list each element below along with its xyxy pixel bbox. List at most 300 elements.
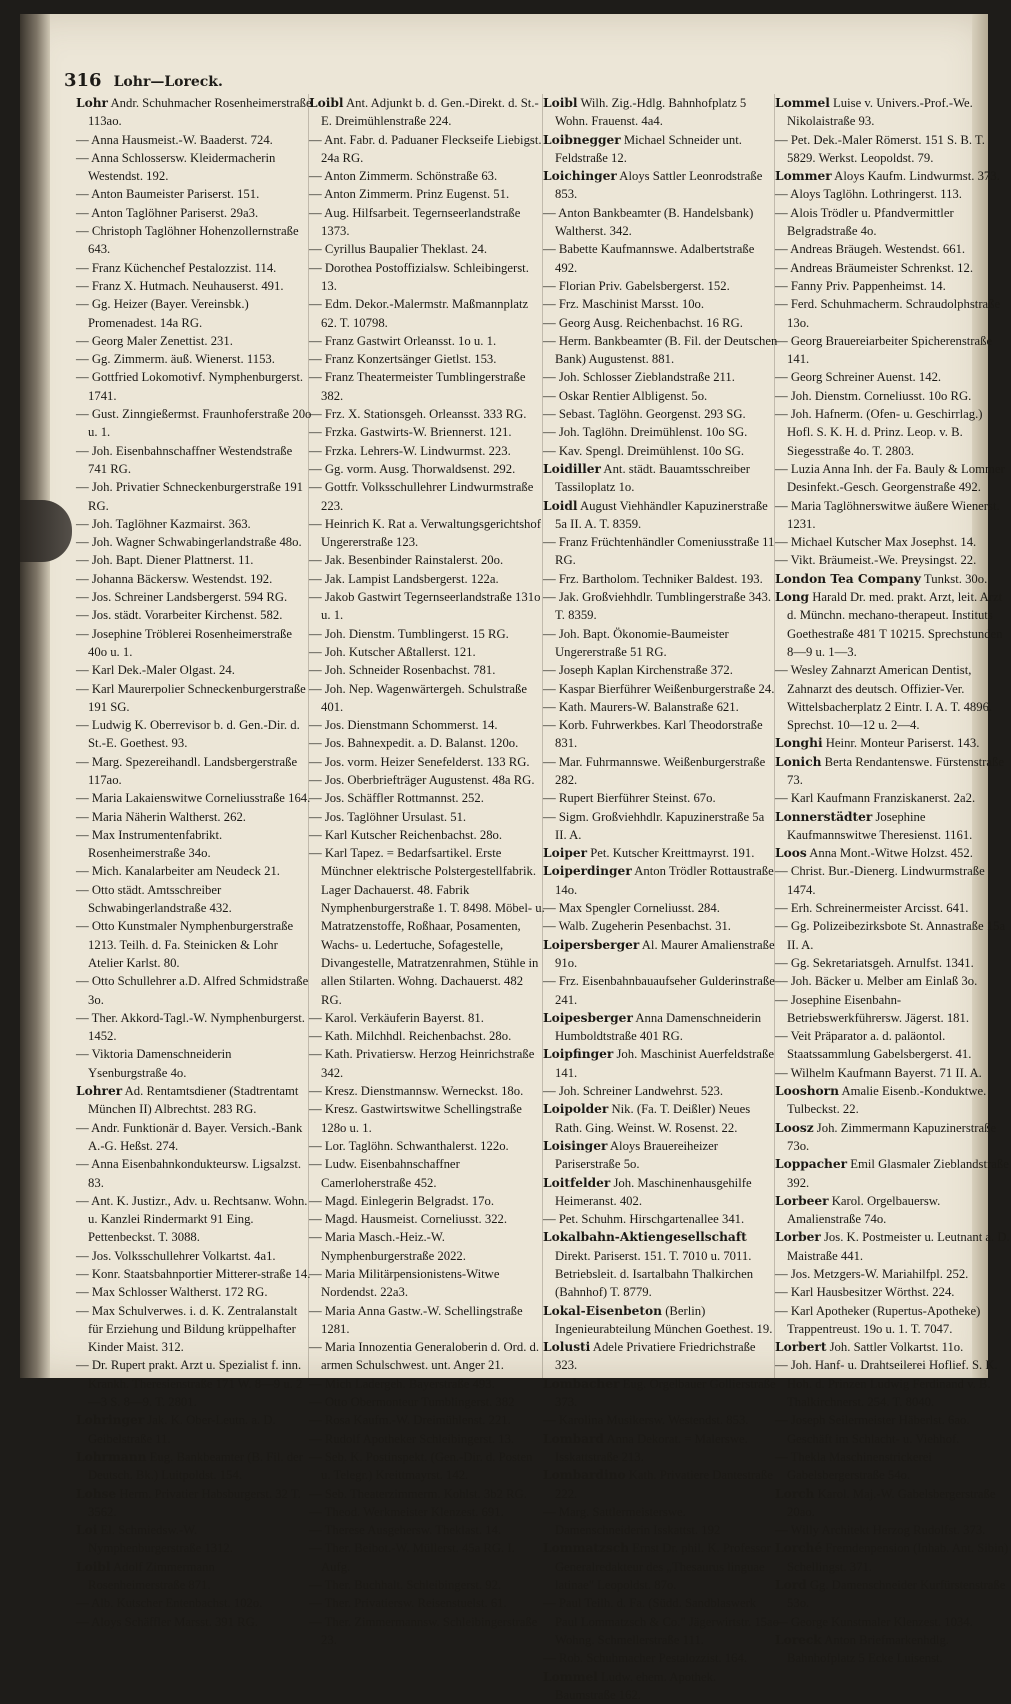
entry-details: Anna Mont.-Witwe Holzst. 452. <box>809 846 973 861</box>
entry-details: — George Kunstmaler Klenzest. 1034. <box>775 1614 973 1629</box>
directory-entry <box>775 1613 1011 1631</box>
directory-entry <box>543 716 779 753</box>
entry-surname: Loipersberger <box>543 937 640 952</box>
directory-entry <box>775 131 1011 168</box>
directory-entry <box>775 1338 1011 1356</box>
entry-surname: Loibl <box>309 96 344 110</box>
directory-entry <box>76 131 312 149</box>
entry-details: Joh. Sattler Volkartst. 11o. <box>829 1340 964 1355</box>
entry-details: — Joh. Privatier Schneckenburgerstraße 191 RG. <box>76 480 304 513</box>
entry-details: — Joh. Bäcker u. Melber am Einlaß 3o. <box>775 974 978 989</box>
directory-entry <box>76 1356 312 1411</box>
directory-entry <box>775 991 1011 1028</box>
directory-entry <box>543 277 779 295</box>
directory-entry <box>76 1485 312 1522</box>
directory-entry <box>775 734 1011 752</box>
entry-surname: Lommatzsch <box>543 1541 630 1556</box>
entry-surname: Lohrmann <box>76 1449 147 1464</box>
directory-entry <box>309 1100 545 1137</box>
entry-surname: Longhi <box>775 736 823 751</box>
entry-details: — Erh. Schreinermeister Arcisst. 641. <box>775 901 969 916</box>
entry-details: Direkt. Pariserst. 151. T. 7010 u. 7011. Betriebsleit. d. Isartalbahn Thalkirchen (Bahnhof) T. 8779. <box>555 1248 754 1300</box>
entry-details: Pet. Kutscher Kreittmayrst. 191. <box>590 846 755 861</box>
directory-entry <box>775 1283 1011 1301</box>
entry-details: August Viehhändler Kapuzinerstraße 5a II. A. T. 8359. <box>555 498 768 531</box>
directory-entry <box>309 1539 545 1576</box>
directory-entry <box>543 167 779 204</box>
entry-details: — Jos. Bahnexpedit. a. D. Balanst. 120o. <box>309 736 519 751</box>
entry-surname: Lombardino <box>543 1468 626 1483</box>
directory-entry <box>543 1411 779 1429</box>
directory-entry <box>775 917 1011 954</box>
entry-details: — Joh. Dienstm. Corneliusst. 10o RG. <box>775 388 972 403</box>
directory-entry <box>76 259 312 277</box>
entry-surname: Lorbeer <box>775 1193 829 1208</box>
entry-details: — Luzia Anna Inh. der Fa. Bauly & Lommer Desinfekt.-Gesch. Georgenstraße 492. <box>775 461 1005 495</box>
directory-entry <box>76 917 312 972</box>
entry-details: — Maria Anna Gastw.-W. Schellingstraße 1281. <box>309 1303 523 1336</box>
entry-details: — Franz Früchtenhändler Comeniusstraße 11 RG. <box>543 535 775 568</box>
directory-entry <box>309 442 545 460</box>
entry-details: — Alb. Kutscher Entenbachst. 102o. <box>76 1596 263 1611</box>
entry-details: — Gottfried Lokomotivf. Nymphenburgerst. 1741. <box>76 370 304 403</box>
directory-entry <box>76 185 312 203</box>
directory-entry <box>76 94 312 131</box>
directory-page <box>20 14 1010 1702</box>
entry-surname: Loi <box>76 1523 98 1538</box>
entry-details: — Magd. Hausmeist. Corneliusst. 322. <box>309 1212 508 1227</box>
entry-details: — Heinrich K. Rat a. Verwaltungsgerichtshof Ungererstraße 123. <box>309 516 541 550</box>
directory-entry <box>76 1192 312 1247</box>
directory-entry <box>775 387 1011 405</box>
directory-entry <box>543 1430 779 1467</box>
entry-details: — Marg. Sattlermeisterswe. Damenschneiderin Isskattst. 192 <box>543 1504 721 1538</box>
entry-details: Aloys Kaufm. Lindwurmst. 373. <box>834 169 1000 184</box>
directory-entry <box>543 680 779 698</box>
directory-entry <box>76 1045 312 1082</box>
entry-details: — Otto städt. Amtsschreiber Schwabingerlandstraße 432. <box>76 882 232 916</box>
thumb-index-tab <box>20 500 72 562</box>
entry-surname: Loosz <box>775 1120 814 1135</box>
directory-entry <box>76 1247 312 1265</box>
entry-details: — Rudolf Apotheker Schleibingerst. 13. <box>309 1431 515 1446</box>
directory-entry <box>775 808 1011 845</box>
entry-details: — Max Schlosser Waltherst. 172 RG. <box>76 1285 268 1300</box>
entry-details: — Otto Kunstmaler Nymphenburgerstraße 1213. Teilh. d. Fa. Steinicken & Lohr Atelier Karlst. 80. <box>76 919 294 970</box>
directory-entry <box>775 1485 1011 1522</box>
entry-details: Anna Damenschneiderin Humboldtstraße 401 RG. <box>555 1010 762 1044</box>
entry-surname: London Tea Company <box>775 571 921 586</box>
entry-details: — Jos. Taglöhner Ursulast. 51. <box>309 809 467 824</box>
directory-entry <box>76 881 312 918</box>
entry-details: — Karl Hausbesitzer Wörthst. 224. <box>775 1285 955 1300</box>
entry-details: — Konr. Staatsbahnportier Mitterer-straße 14. <box>76 1267 311 1281</box>
entry-details: Herm. Privatier Habsburgerst. 32 T. 3562. <box>88 1486 301 1519</box>
entry-details: — Karl Maurerpolier Schneckenburgerstraße 191 SG. <box>76 681 306 714</box>
entry-details: Anton Trödler Rottaustraße 14o. <box>555 864 774 897</box>
entry-details: — Karl Kutscher Reichenbachst. 28o. <box>309 827 503 842</box>
directory-entry <box>775 1228 1011 1265</box>
entry-details: — Joh. Schneider Rosenbachst. 781. <box>309 663 496 678</box>
entry-details: — Max Schulverwes. i. d. K. Zentralanstalt für Erziehung und Bildung krüppelhafter Kinder Maist. 312. <box>76 1303 298 1355</box>
entry-details: — Karl Dek.-Maler Olgast. 24. <box>76 663 235 678</box>
directory-entry <box>76 332 312 350</box>
directory-entry <box>543 405 779 423</box>
directory-entry <box>309 588 545 625</box>
directory-entry <box>309 515 545 552</box>
directory-entry <box>76 442 312 479</box>
directory-entry <box>76 606 312 624</box>
entry-details: — Georg Schreiner Auenst. 142. <box>775 370 942 385</box>
directory-entry <box>309 1411 545 1429</box>
entry-details: — Josephine Tröblerei Rosenheimerstraße 40o u. 1. <box>76 626 293 659</box>
entry-details: Harald Dr. med. prakt. Arzt, leit. Arzt d. Münchn. mechano-therapeut. Instituts Goethestraße 481 T 10215. Sprechstunden 8—9 u. 1—3. <box>787 590 1003 659</box>
entry-details: — Franz Küchenchef Pestalozzist. 114. <box>76 260 277 275</box>
entry-details: Eug. Orgelbauer Gollierstraße 373. <box>555 1376 776 1410</box>
entry-surname: Loibl <box>543 96 578 110</box>
directory-entry <box>543 936 779 973</box>
directory-entry <box>775 551 1011 569</box>
directory-entry <box>543 1174 779 1211</box>
entry-details: — Lor. Taglöhn. Schwanthalerst. 122o. <box>309 1138 509 1153</box>
directory-entry <box>76 570 312 588</box>
entry-details: Josephine Kaufmannswitwe Theresienst. 1161. <box>787 809 973 842</box>
directory-entry <box>309 1082 545 1100</box>
directory-entry <box>775 1576 1011 1613</box>
entry-details: — Rosa Kaufm.-W. Dreimühlenst. 221. <box>309 1413 511 1428</box>
entry-details: Tunkst. 30o. <box>923 571 988 586</box>
entry-details: — Willy Architekt Herzog Rudolfst. 373. <box>775 1523 986 1538</box>
entry-details: — Karl Kaufmann Franziskanerst. 2a2. <box>775 791 976 806</box>
directory-entry <box>76 551 312 569</box>
directory-entry <box>309 1375 545 1393</box>
directory-entry <box>775 94 1011 131</box>
directory-entry <box>309 405 545 423</box>
column-3 <box>542 94 780 1702</box>
directory-entry <box>76 862 312 880</box>
entry-surname: Loipesberger <box>543 1010 633 1025</box>
directory-entry <box>543 204 779 241</box>
entry-details: — Joh. Nep. Wagenwärtergeh. Schulstraße 401. <box>309 681 528 714</box>
entry-details: — Gust. Zinngießermst. Fraunhoferstraße 20o u. 1. <box>76 407 312 440</box>
directory-entry <box>309 350 545 368</box>
entry-surname: Loreck <box>775 1632 822 1647</box>
entry-details: — Gg. Sekretariatsgeh. Arnulfst. 1341. <box>775 955 974 970</box>
entry-details: — Wilhelm Kaufmann Bayerst. 71 II. A. <box>775 1065 982 1080</box>
directory-entry <box>76 1558 312 1595</box>
directory-entry <box>543 1045 779 1082</box>
directory-entry <box>76 277 312 295</box>
entry-details: — Seb. Theaterzimmerm. Kohlst. 3b2 RG. <box>309 1486 527 1501</box>
directory-entry <box>775 460 1011 497</box>
entry-details: — Pet. Dek.-Maler Römerst. 151 S. B. T. 5829. Werkst. Leopoldst. 79. <box>775 132 985 165</box>
directory-entry <box>543 789 779 807</box>
directory-entry <box>775 277 1011 295</box>
entry-details: Wilh. Zig.-Hdlg. Bahnhofplatz 5 Wohn. Frauenst. 4a4. <box>555 96 747 129</box>
entry-details: — Ther. Beibot.-W. Müllerst. 45a RG. I. Aufg. <box>309 1541 515 1574</box>
directory-entry <box>543 661 779 679</box>
entry-details: — Georg Maler Zenettist. 231. <box>76 333 233 348</box>
directory-entry <box>309 551 545 569</box>
entry-details: — Maria Masch.-Heiz.-W. Nymphenburgerstraße 2022. <box>309 1230 466 1263</box>
directory-entry <box>76 625 312 662</box>
directory-entry <box>309 1265 545 1302</box>
entry-details: — Therese Ausgehersw. Theklast. 14. <box>309 1523 502 1538</box>
entry-details: — Franz Gastwirt Orleansst. 1o u. 1. <box>309 333 497 348</box>
directory-entry <box>543 570 779 588</box>
entry-details: Luise v. Univers.-Prof.-We. Nikolaistraße 93. <box>787 96 973 129</box>
directory-entry <box>543 1649 779 1667</box>
entry-details: — Frzka. Gastwirts-W. Briennerst. 121. <box>309 425 512 440</box>
directory-entry <box>543 1668 779 1704</box>
directory-entry <box>775 1027 1011 1064</box>
directory-entry <box>309 1594 545 1612</box>
directory-entry <box>543 1302 779 1339</box>
entry-details: — Anton Zimmerm. Prinz Eugenst. 51. <box>309 187 510 202</box>
entry-details: Ad. Rentamtsdiener (Stadtrentamt München II) Albrechtst. 283 RG. <box>88 1084 299 1117</box>
entry-details: — Karl Tapez. = Bedarfsartikel. Erste Münchner elektrische Polstergestellfabrik. Lager Dachauerst. 48. Fabrik Nymphenburgerstraße 1. T. 8498. Möbel- u. Matratzenstoffe, Roßhaar, Posamenten, Wachs- u. Ledertuche, Sofagestelle, Divangestelle, Matratzenrahmen, Stühle in allen Stilarten. Wohng. Dachauerst. 482 RG. <box>309 846 545 1007</box>
entry-details: — Jos. Schreiner Landsbergerst. 594 RG. <box>76 590 288 605</box>
directory-entry <box>309 1503 545 1521</box>
entry-surname: Loos <box>775 846 807 861</box>
directory-entry <box>76 350 312 368</box>
entry-surname: Lokalbahn-Aktiengesellschaft <box>543 1230 747 1245</box>
column-4 <box>774 94 1011 1666</box>
directory-entry <box>309 570 545 588</box>
entry-details: Ernst Dr. phil. K. Professor Generalredakteur des „Thesaurus linguae latinae" Leopoldst. 87o. <box>555 1541 771 1593</box>
entry-surname: Long <box>775 590 810 605</box>
entry-details: — Franz Theatermeister Tumblingerstraße 382. <box>309 370 526 403</box>
directory-entry <box>775 1155 1011 1192</box>
entry-details: — Herm. Bankbeamter (B. Fil. der Deutschen Bank) Augustenst. 881. <box>543 333 778 367</box>
entry-details: — Kath. Maurers-W. Balanstraße 621. <box>543 699 739 714</box>
entry-details: Kath. Privatiere Dantestraße 222. <box>555 1468 773 1501</box>
entry-details: Michael Schneider unt. Feldstraße 12. <box>555 132 742 165</box>
directory-entry <box>309 625 545 643</box>
directory-entry <box>309 680 545 717</box>
entry-details: Al. Maurer Amalienstraße 91o. <box>555 937 775 970</box>
entry-surname: Loipolder <box>543 1102 609 1117</box>
entry-details: — Pet. Schuhm. Hirschgartenallee 341. <box>543 1212 745 1227</box>
entry-surname: Lommel <box>543 1669 598 1684</box>
entry-details: — Kresz. Dienstmannsw. Werneckst. 18o. <box>309 1084 524 1099</box>
directory-entry <box>775 240 1011 258</box>
entry-details: — Anna Eisenbahnkondukteursw. Ligsalzst. 83. <box>76 1157 302 1190</box>
directory-entry <box>543 698 779 716</box>
entry-surname: Looshorn <box>775 1084 839 1099</box>
directory-entry <box>775 899 1011 917</box>
directory-entry <box>775 1521 1011 1539</box>
entry-details: — Joseph Seilermeister Häberlst. 6ao. Geschäft im Schlacht- u. Viehhof. <box>775 1413 970 1446</box>
entry-details: — Ther. Akkord-Tagl.-W. Nymphenburgerst. 1452. <box>76 1010 305 1044</box>
entry-surname: Loibnegger <box>543 132 621 147</box>
entry-details: — Gg. Zimmerm. äuß. Wienerst. 1153. <box>76 352 275 367</box>
entry-details: — Magd. Einlegerin Belgradst. 17o. <box>309 1193 494 1208</box>
directory-entry <box>543 94 779 131</box>
directory-entry <box>309 1485 545 1503</box>
entry-details: — Oskar Rentier Albligenst. 5o. <box>543 388 708 403</box>
entry-details: — Joh. Dienstm. Tumblingerst. 15 RG. <box>309 626 509 641</box>
directory-entry <box>309 1448 545 1485</box>
directory-entry <box>543 1100 779 1137</box>
entry-details: — Wesley Zahnarzt American Dentist, Zahnarzt des deutsch. Offizier-Ver. Wittelsbacherplatz 2 Eintr. I. A. T. 4896. Sprechst. 10—12 u. 2—4. <box>775 663 993 733</box>
directory-entry <box>309 478 545 515</box>
entry-surname: Lord <box>775 1578 807 1593</box>
entry-details: — Joh. Wagner Schwabingerlandstraße 48o. <box>76 535 302 550</box>
directory-entry <box>309 185 545 203</box>
directory-columns <box>76 94 1010 1702</box>
directory-entry <box>309 423 545 441</box>
entry-details: Karol. Maj.-W. Gabelsbergerstraße 20ao. <box>787 1486 996 1519</box>
directory-entry <box>775 789 1011 807</box>
entry-details: — Andreas Bräugeh. Westendst. 661. <box>775 242 966 257</box>
entry-details: — Theod. Werkmeister Klenzest. 691. <box>309 1504 504 1519</box>
directory-entry <box>775 1192 1011 1229</box>
directory-entry <box>76 789 312 807</box>
entry-details: Karol. Orgelbauersw. Amalienstraße 74o. <box>787 1193 941 1227</box>
entry-details: — Joh. Hafnerm. (Ofen- u. Geschirrlag.) Hofl. S. K. H. d. Prinz. Leop. v. B. Siegesstraße 4o. T. 2803. <box>775 407 983 458</box>
entry-details: El. Schmiedsw.-W. Nymphenburgerstraße 1312. <box>88 1523 233 1556</box>
directory-entry <box>775 588 1011 661</box>
entry-details: — Karl Apotheker (Rupertus-Apotheke) Trappentreust. 19o u. 1. T. 7047. <box>775 1303 981 1336</box>
entry-details: — Anton Baumeister Pariserst. 151. <box>76 187 260 202</box>
directory-entry <box>775 167 1011 185</box>
entry-details: — Kath. Privatiersw. Herzog Heinrichstraße 342. <box>309 1047 535 1080</box>
entry-surname: Loiperdinger <box>543 864 632 879</box>
directory-entry <box>543 442 779 460</box>
entry-details: — Anton Zimmerm. Schönstraße 63. <box>309 169 498 184</box>
entry-details: — Max Spengler Corneliusst. 284. <box>543 901 720 916</box>
entry-details: — Veit Präparator a. d. paläontol. Staatssammlung Gabelsbergerst. 41. <box>775 1029 972 1062</box>
entry-details: — Dr. Rupert prakt. Arzt u. Spezialist f. inn. Krankh. Theresienstraße 171 W. 8—9 u. 2—3 S. 8—9. T. 2801. <box>76 1358 303 1410</box>
entry-details: — Joh. Taglöhner Kazmairst. 363. <box>76 516 251 531</box>
entry-details: — Maria Lakaienswitwe Corneliusstraße 164. <box>76 791 311 806</box>
entry-details: — Jos. Dienstmann Schommerst. 14. <box>309 718 498 733</box>
entry-details: Jak. K. Ober-Leutn. a. D. Geibelstraße 11. <box>88 1413 276 1446</box>
entry-details: Ludw. ehem. Apothek. Baumstraße 162. <box>555 1669 717 1702</box>
directory-entry <box>775 204 1011 241</box>
entry-details: — Viktoria Damenschneiderin Ysenburgstraße 4o. <box>76 1047 232 1080</box>
directory-entry <box>775 954 1011 972</box>
directory-entry <box>76 1009 312 1046</box>
entry-details: — Joh. Hanf- u. Drahtseilerei Hoflief. S. K. Hoh. d. Prinzen Ludwig Ferdinand v. B. Thalkirchnerst. 254. T. 8040. <box>775 1358 998 1410</box>
entry-details: Gg. Damenschneider Kurfürstenstraße 53o. <box>787 1578 1006 1611</box>
entry-details: Adele Privatiere Friedrichstraße 323. <box>555 1340 756 1373</box>
entry-surname: Loppacher <box>775 1157 848 1172</box>
directory-entry <box>76 588 312 606</box>
directory-entry <box>543 625 779 662</box>
entry-details: — Gg. vorm. Ausg. Thorwaldsenst. 292. <box>309 461 516 476</box>
directory-entry <box>775 753 1011 790</box>
directory-entry <box>775 972 1011 990</box>
directory-entry <box>543 1137 779 1174</box>
directory-entry <box>76 1283 312 1301</box>
directory-entry <box>309 1155 545 1192</box>
entry-details: — Johanna Bäckersw. Westendst. 192. <box>76 571 273 586</box>
directory-entry <box>543 1466 779 1503</box>
entry-details: — Joh. Bapt. Ökonomie-Baumeister Ungererstraße 51 RG. <box>543 626 729 659</box>
directory-entry <box>775 1302 1011 1339</box>
entry-details: — Jos. Oberbriefträger Augustenst. 48a RG. <box>309 772 535 787</box>
directory-entry <box>543 1082 779 1100</box>
page-number: 316 <box>64 70 102 91</box>
entry-details: — Maria Näherin Waltherst. 262. <box>76 809 246 824</box>
directory-entry <box>775 661 1011 734</box>
entry-details: — Babette Kaufmannswe. Adalbertstraße 492. <box>543 242 755 275</box>
entry-details: — Otto Obermonteur Tumblingerst. 382 <box>309 1395 515 1410</box>
entry-details: — Ther. Zimmermannsw. Schleibingerstraße 23. <box>309 1614 538 1647</box>
directory-entry <box>76 533 312 551</box>
entry-details: — Joh. Kutscher Aßtallerst. 121. <box>309 644 476 659</box>
directory-entry <box>309 1302 545 1339</box>
directory-entry <box>76 1082 312 1119</box>
entry-details: — Alois Trödler u. Pfandvermittler Belgradstraße 4o. <box>775 205 954 239</box>
entry-details: Anna Dekorat. = Malerswe. Isskattstraße 213. <box>555 1431 748 1464</box>
entry-surname: Lohringer <box>76 1413 145 1428</box>
directory-entry <box>309 1009 545 1027</box>
entry-details: — Christoph Taglöhner Hohenzollernstraße 643. <box>76 224 299 257</box>
directory-entry <box>76 753 312 790</box>
directory-entry <box>543 533 779 570</box>
entry-details: — Anton Bankbeamter (B. Handelsbank) Waltherst. 342. <box>543 205 754 239</box>
entry-details: — Christ. Bur.-Dienerg. Lindwurmstraße 1474. <box>775 864 985 897</box>
entry-surname: Loibl <box>76 1559 111 1574</box>
directory-entry <box>309 1192 545 1210</box>
directory-entry <box>543 1009 779 1046</box>
directory-entry <box>76 1613 312 1631</box>
directory-entry <box>76 680 312 717</box>
entry-details: — Andreas Bräumeister Schrenkst. 12. <box>775 260 974 275</box>
directory-entry <box>775 1064 1011 1082</box>
entry-details: — Frz. Maschinist Marsst. 10o. <box>543 297 705 312</box>
directory-entry <box>309 1027 545 1045</box>
entry-surname: Lohrer <box>76 1084 123 1099</box>
entry-details: — Korb. Fuhrwerkbes. Karl Theodorstraße 831. <box>543 718 763 751</box>
entry-details: — Maria Innozentia Generaloberin d. Ord. d. armen Schulschwest. unt. Anger 21. <box>309 1340 540 1373</box>
directory-entry <box>543 497 779 534</box>
directory-entry <box>76 515 312 533</box>
directory-entry <box>309 295 545 332</box>
directory-entry <box>76 661 312 679</box>
entry-details: Amalie Eisenb.-Konduktwe. Tulbeckst. 22. <box>787 1084 987 1117</box>
directory-entry <box>309 734 545 752</box>
entry-details: — Ant. K. Justizr., Adv. u. Rechtsanw. Wohn. u. Kanzlei Rindermarkt 91 Eing. Pettenbeckst. T. 3088. <box>76 1193 308 1245</box>
entry-details: — Karolina Musikersw. Westendst. 853. <box>543 1413 749 1428</box>
entry-details: — Thekla Maschinenstrickerei Gabelsbergerstraße 54o. <box>775 1449 932 1483</box>
directory-entry <box>775 1082 1011 1119</box>
directory-entry <box>309 1228 545 1265</box>
entry-details: — Ant. Fabr. d. Paduaner Fleckseife Liebigst. 24a RG. <box>309 132 542 165</box>
entry-details: — Mich. Kanalarbeiter am Neudeck 21. <box>76 864 280 879</box>
entry-details: — Kath. Milchhdl. Reichenbachst. 28o. <box>309 1029 512 1044</box>
entry-details: Ant. städt. Bauamtsschreiber Tassiloplatz 1o. <box>555 461 750 495</box>
directory-entry <box>309 1137 545 1155</box>
entry-details: — Franz X. Hutmach. Neuhauserst. 491. <box>76 278 284 293</box>
directory-entry <box>309 716 545 734</box>
directory-entry <box>76 808 312 826</box>
directory-entry <box>543 1375 779 1412</box>
entry-details: — Dorothea Postoffizialsw. Schleibingerst. 13. <box>309 260 529 293</box>
entry-details: Fremdenpension (Inhab. Ant. Sibin) Schellingst. 371. <box>787 1541 1009 1574</box>
entry-details: — Maria Taglöhnerswitwe äußere Wienerst. 1231. <box>775 498 1000 531</box>
entry-details: — Kav. Spengl. Dreimühlenst. 10o SG. <box>543 443 745 458</box>
entry-details: — Florian Priv. Gabelsbergerst. 152. <box>543 278 730 293</box>
entry-details: — Joh. Eisenbahnschaffner Westendstraße 741 RG. <box>76 443 293 476</box>
entry-details: — Kaspar Bierführer Weißenburgerstraße 24. <box>543 681 775 696</box>
directory-entry <box>775 497 1011 534</box>
entry-details: — Kresz. Gastwirtswitwe Schellingstraße 128o u. 1. <box>309 1102 522 1135</box>
entry-surname: Lonnerstädter <box>775 809 873 824</box>
